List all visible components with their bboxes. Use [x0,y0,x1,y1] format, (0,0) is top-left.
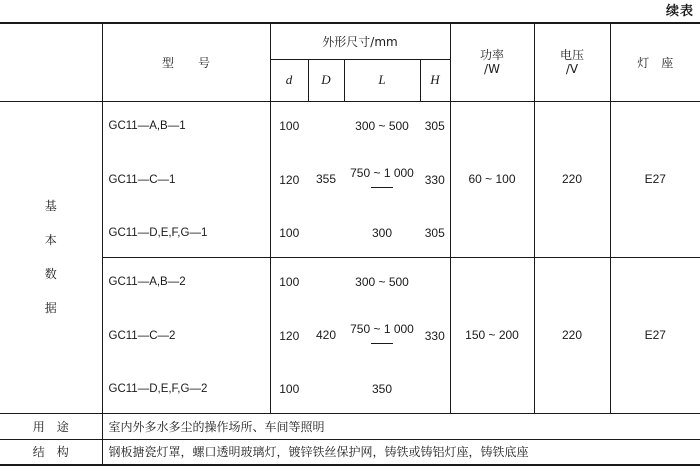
basic-data-label: 基 本 数 据 [0,101,102,413]
dash-mark [371,187,393,188]
header-D: D [308,59,344,101]
structure-label: 结 构 [0,439,102,465]
header-model: 型 号 [102,23,270,101]
continued-label: 续表 [665,4,694,19]
H-cell: 305 [420,209,450,257]
header-socket: 灯 座 [610,23,700,101]
voltage-cell: 220 [534,257,610,413]
socket-cell: E27 [610,101,700,257]
header-dimensions: 外形尺寸/mm [270,23,450,59]
d-cell: 100 [270,101,308,151]
power-cell: 150 ~ 200 [450,257,534,413]
D-cell: 355 [308,101,344,257]
H-cell: 330 [420,151,450,209]
L-cell: 300 [371,225,393,240]
model-cell: GC11—C—1 [102,151,270,209]
model-cell: GC11—C—2 [102,307,270,365]
d-cell: 120 [279,329,300,343]
L-cell: 750 ~ 1 000 [344,151,420,209]
d-cell: 120 [279,173,300,187]
H-cell: 330 [420,307,450,365]
dash-mark [371,343,393,344]
d-cell: 100 [279,381,300,396]
H-cell [420,257,450,307]
header-H: H [420,59,450,101]
L-cell: 300 ~ 500 [344,101,420,151]
header-blank [0,23,102,101]
socket-cell: E27 [610,257,700,413]
header-L: L [344,59,420,101]
voltage-cell: 220 [534,101,610,257]
L-cell: 300 ~ 500 [344,257,420,307]
d-cell: 100 [270,257,308,307]
D-cell: 420 [308,257,344,413]
header-d: d [270,59,308,101]
power-cell: 60 ~ 100 [450,101,534,257]
L-cell: 350 [371,381,393,396]
structure-text: 钢板搪瓷灯罩，螺口透明玻璃灯，镀锌铁丝保护网，铸铁或铸铝灯座，铸铁底座 [102,439,700,465]
usage-label: 用 途 [0,413,102,439]
L-cell: 750 ~ 1 000 [344,307,420,365]
model-cell: GC11—A,B—2 [102,257,270,307]
model-cell: GC11—A,B—1 [102,101,270,151]
H-cell [420,365,450,413]
H-cell: 305 [420,101,450,151]
usage-text: 室内外多水多尘的操作场所、车间等照明 [102,413,700,439]
lamp-spec-table [0,22,700,466]
model-cell: GC11—D,E,F,G—1 [102,209,270,257]
header-power: 功率 /W [450,23,534,101]
model-cell: GC11—D,E,F,G—2 [102,365,270,413]
d-cell: 100 [279,225,300,240]
header-voltage: 电压 /V [534,23,610,101]
